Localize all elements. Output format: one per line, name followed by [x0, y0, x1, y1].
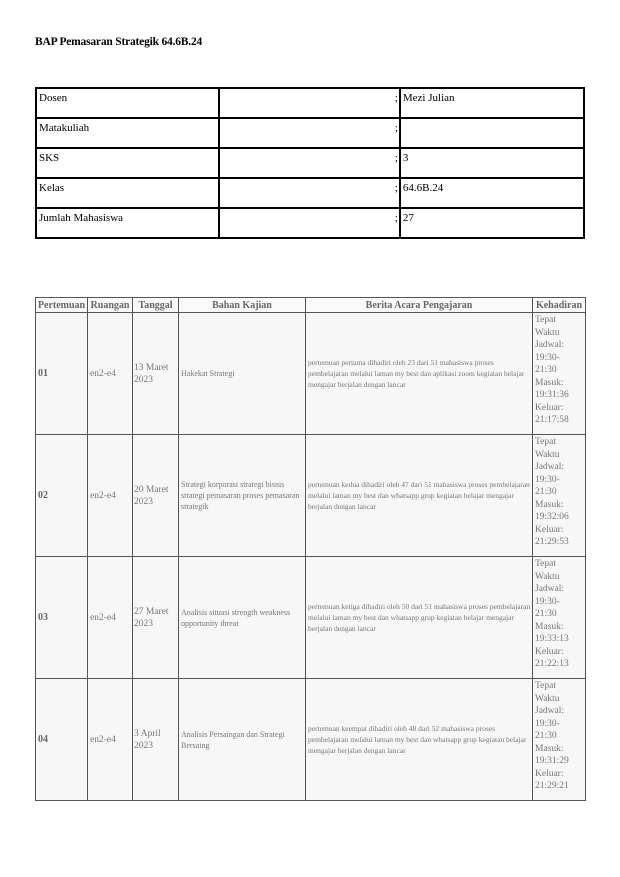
cell-bahan-kajian: Hakekat Strategi: [179, 313, 306, 435]
kehadiran-line: Tepat: [535, 315, 556, 325]
kehadiran-line: 19:32:06: [535, 512, 569, 522]
header-bahan-kajian: Bahan Kajian: [179, 298, 306, 313]
kehadiran-line: 19:30-: [535, 718, 560, 729]
kehadiran-line: 19:31:36: [535, 390, 569, 400]
cell-berita-acara: pertemuan keempat dihadiri oleh 48 dari 52 mahasiswa proses pembelajaran melalui laman my best dan whatsapp grup kegiatan belajar mengajar berjalan dengan lancar: [306, 679, 533, 801]
info-row-sks: [36, 148, 584, 178]
info-row-dosen: [36, 88, 584, 118]
kehadiran-line: Tepat: [535, 559, 556, 569]
kehadiran-line: Jadwal:: [535, 340, 565, 350]
info-label: Matakuliah: [36, 118, 219, 148]
header-tanggal: Tanggal: [133, 298, 179, 313]
cell-tanggal: 27 Maret 2023: [133, 557, 179, 679]
kehadiran-line: Jadwal:: [535, 706, 565, 716]
info-label: Dosen: [36, 88, 219, 118]
kehadiran-line: Waktu: [535, 693, 560, 704]
kehadiran-line: Waktu: [535, 571, 560, 582]
kehadiran-line: Jadwal:: [535, 462, 565, 472]
kehadiran-line: 21:29:21: [535, 781, 569, 791]
kehadiran-line: Keluar:: [535, 524, 564, 535]
info-row-jumlah-mahasiswa: [36, 208, 584, 238]
kehadiran-line: 19:31:29: [535, 756, 569, 766]
table-row: [36, 313, 586, 435]
cell-tanggal: 20 Maret 2023: [133, 435, 179, 557]
kehadiran-line: 19:30-: [535, 596, 560, 607]
cell-berita-acara: pertemuan pertama dihadiri oleh 23 dari 51 mahasiswa proses pembelajaran melalui laman my best dan aplikasi zoom kegiatan belajar mengajar berjalan dengan lancar: [306, 313, 533, 435]
info-separator: ;: [219, 88, 400, 118]
info-value: [400, 118, 584, 148]
header-kehadiran: Kehadiran: [533, 298, 586, 313]
info-label: SKS: [36, 148, 219, 178]
info-label: Kelas: [36, 178, 219, 208]
kehadiran-line: 19:30-: [535, 352, 560, 363]
kehadiran-line: 21:30: [535, 731, 557, 741]
cell-ruangan: en2-e4: [88, 435, 133, 557]
info-value: 64.6B.24: [400, 178, 584, 208]
cell-kehadiran: [533, 557, 586, 679]
cell-pertemuan: 03: [36, 557, 88, 679]
kehadiran-line: Waktu: [535, 449, 560, 460]
info-separator: ;: [219, 208, 400, 238]
kehadiran-line: 21:17:58: [535, 415, 569, 425]
cell-bahan-kajian: Strategi korporasi strategi bisnis strategi pemasaran proses pemasaran strategik: [179, 435, 306, 557]
cell-tanggal: 3 April 2023: [133, 679, 179, 801]
table-row: [36, 435, 586, 557]
kehadiran-line: 21:22:13: [535, 659, 569, 669]
kehadiran-line: Tepat: [535, 437, 556, 447]
document-title: BAP Pemasaran Strategik 64.6B.24: [35, 36, 203, 48]
header-ruangan: Ruangan: [88, 298, 133, 313]
kehadiran-line: 21:30: [535, 487, 557, 497]
cell-pertemuan: 04: [36, 679, 88, 801]
table-row: [36, 557, 586, 679]
kehadiran-line: 19:33:13: [535, 634, 569, 644]
kehadiran-line: Masuk:: [535, 621, 564, 632]
info-value: 3: [400, 148, 584, 178]
info-row-matakuliah: [36, 118, 584, 148]
kehadiran-line: 21:29:53: [535, 537, 569, 547]
cell-kehadiran: [533, 679, 586, 801]
table-header-row: [36, 298, 586, 313]
cell-pertemuan: 01: [36, 313, 88, 435]
info-separator: ;: [219, 148, 400, 178]
header-pertemuan: Pertemuan: [36, 298, 88, 313]
kehadiran-line: 21:30: [535, 365, 557, 375]
cell-kehadiran: [533, 435, 586, 557]
cell-tanggal: 13 Maret 2023: [133, 313, 179, 435]
table-row: [36, 679, 586, 801]
cell-berita-acara: pertemuan kedua dihadiri oleh 47 dari 51 mahasiswa proses pembelajaran melalui laman my best dan whatsapp grup kegiatan belajar mengajar berjalan dengan lancar: [306, 435, 533, 557]
cell-ruangan: en2-e4: [88, 679, 133, 801]
kehadiran-line: Masuk:: [535, 377, 564, 388]
course-info-table: [35, 87, 585, 239]
cell-berita-acara: pertemuan ketiga dihadiri oleh 50 dari 51 mahasiswa proses pembelajaran melalui laman my best dan whatsapp grup kegiatan belajar mengajar berjalan dengan lancar: [306, 557, 533, 679]
kehadiran-line: Keluar:: [535, 646, 564, 657]
info-separator: ;: [219, 118, 400, 148]
kehadiran-line: Keluar:: [535, 402, 564, 413]
kehadiran-line: Keluar:: [535, 768, 564, 779]
kehadiran-line: Jadwal:: [535, 584, 565, 594]
cell-kehadiran: [533, 313, 586, 435]
cell-bahan-kajian: Analisis Persaingan dan Strategi Bersaing: [179, 679, 306, 801]
info-label: Jumlah Mahasiswa: [36, 208, 219, 238]
cell-bahan-kajian: Analisis situasi strength weakness opportunity threat: [179, 557, 306, 679]
kehadiran-line: Waktu: [535, 327, 560, 338]
info-row-kelas: [36, 178, 584, 208]
header-berita-acara: Berita Acara Pengajaran: [306, 298, 533, 313]
cell-ruangan: en2-e4: [88, 557, 133, 679]
kehadiran-line: Tepat: [535, 681, 556, 691]
info-value: 27: [400, 208, 584, 238]
kehadiran-line: Masuk:: [535, 499, 564, 510]
info-value: Mezi Julian: [400, 88, 584, 118]
cell-ruangan: en2-e4: [88, 313, 133, 435]
kehadiran-line: 19:30-: [535, 474, 560, 485]
kehadiran-line: 21:30: [535, 609, 557, 619]
info-separator: ;: [219, 178, 400, 208]
cell-pertemuan: 02: [36, 435, 88, 557]
meeting-log-table: [35, 297, 586, 801]
kehadiran-line: Masuk:: [535, 743, 564, 754]
